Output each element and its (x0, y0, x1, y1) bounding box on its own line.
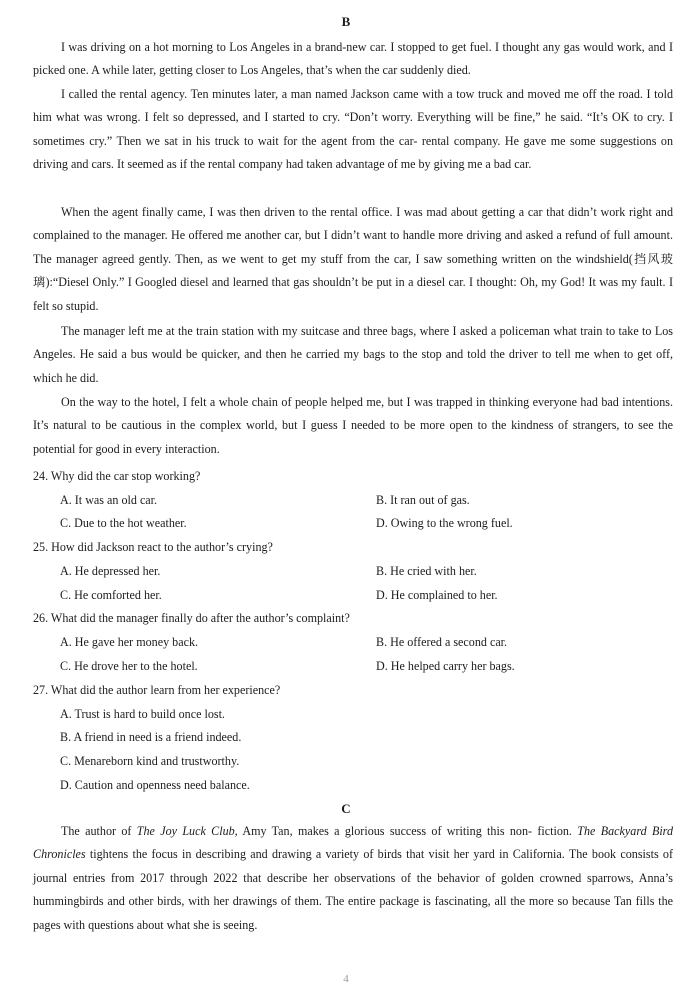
book-title-backyard-bird-chronicles: The Backyard Bird Chronicles (33, 824, 673, 862)
section-c-text-1: The author of (61, 824, 137, 838)
question-26-option-a: A. He gave her money back. (60, 635, 199, 649)
question-27-stem: 27. What did the author learn from her experience? (33, 683, 281, 697)
section-c-text-3: tightens the focus in describing and drawing a variety of birds that visit her yard in California. The book consists of journal entries from 2017 through 2022 that describe her observations of the behavior of golden crowned sparrows, Anna’s hummingbirds and other birds, with her drawings of them. The entire package is fascinating, all the more so because Tan fills the pages with questions about what she is seeing. (33, 847, 673, 932)
question-27-option-b: B. A friend in need is a friend indeed. (60, 730, 242, 744)
question-26-option-d: D. He helped carry her bags. (376, 659, 515, 673)
question-27-option-c: C. Menareborn kind and trustworthy. (60, 754, 240, 768)
section-c-text-2: , Amy Tan, makes a glorious success of writing this non- fiction. (234, 824, 578, 838)
question-27-option-d: D. Caution and openness need balance. (60, 778, 250, 792)
question-24-option-c: C. Due to the hot weather. (60, 516, 187, 530)
question-25-option-a: A. He depressed her. (60, 564, 161, 578)
section-b-paragraph-3: When the agent finally came, I was then driven to the rental office. I was mad about getting a car that didn’t work right and complained to the manager. He offered me another car, but I didn’t want to handle more driving and asked a refund of full amount. The manager agreed gently. Then, as we went to get my stuff from the car, I saw something written on the windshield(挡风玻璃):“Diesel Only.” I Googled diesel and learned that gas shouldn’t be put in a diesel car. I thought: Oh, my God! It was my fault. I felt so stupid. (33, 205, 673, 313)
question-25-option-d: D. He complained to her. (376, 588, 498, 602)
section-c-heading: C (341, 801, 351, 816)
question-26-stem: 26. What did the manager finally do after the author’s complaint? (33, 611, 350, 625)
section-b-paragraph-2: I called the rental agency. Ten minutes later, a man named Jackson came with a tow truck and moved me off the road. I told him what was wrong. I felt so depressed, and I started to cry. “Don’t worry. Everything will be fine,” he said. “It’s OK to cry. I sometimes cry.” Then we sat in his truck to wait for the agent from the car- rental company. He gave me some suggestions on driving and cars. It seemed as if the rental company had taken advantage of me by giving me a bad car. (33, 87, 673, 172)
question-26-option-b: B. He offered a second car. (376, 635, 508, 649)
question-24-option-b: B. It ran out of gas. (376, 493, 470, 507)
section-b-paragraph-1: I was driving on a hot morning to Los Angeles in a brand-new car. I stopped to get fuel. I thought any gas would work, and I picked one. A while later, getting closer to Los Angeles, that’s when the car suddenly died. (33, 40, 673, 78)
book-title-joy-luck-club: The Joy Luck Club (136, 824, 235, 838)
question-24-stem: 24. Why did the car stop working? (33, 469, 201, 483)
question-26-option-c: C. He drove her to the hotel. (60, 659, 198, 673)
page-number: 4 (343, 973, 349, 985)
section-b-paragraph-5: On the way to the hotel, I felt a whole chain of people helped me, but I was trapped in thinking everyone had bad intentions. It’s natural to be cautious in the complex world, but I guess I needed to be more open to the kindness of strangers, to see the potential for good in every interaction. (33, 395, 673, 456)
section-b-paragraph-4: The manager left me at the train station with my suitcase and three bags, where I asked a policeman what train to take to Los Angeles. He said a bus would be quicker, and then he carried my bags to the stop and told the driver to tell me when to get off, which he did. (33, 324, 673, 385)
question-25-stem: 25. How did Jackson react to the author’s crying? (33, 540, 273, 554)
section-b-heading: B (341, 14, 351, 29)
question-25-option-b: B. He cried with her. (376, 564, 477, 578)
question-25-option-c: C. He comforted her. (60, 588, 162, 602)
question-24-option-d: D. Owing to the wrong fuel. (376, 516, 513, 530)
question-24-option-a: A. It was an old car. (60, 493, 158, 507)
section-c-paragraph (33, 820, 673, 937)
question-27-option-a: A. Trust is hard to build once lost. (60, 707, 225, 721)
